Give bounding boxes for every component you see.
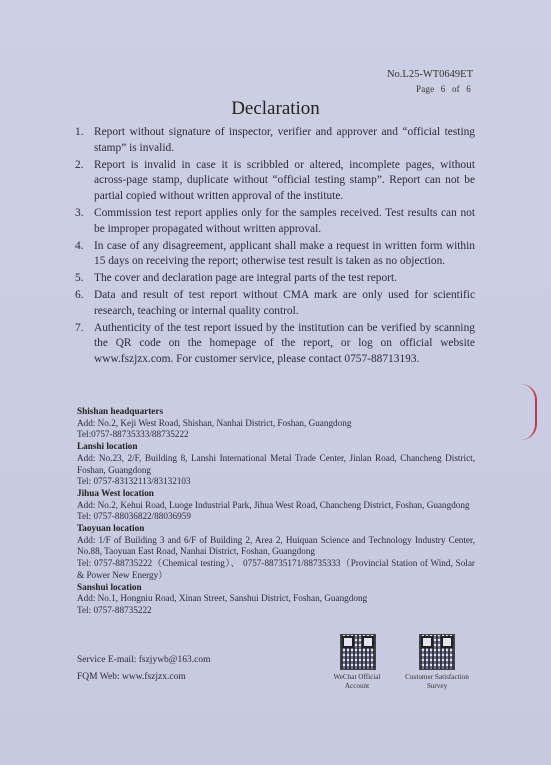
location-block	[77, 488, 475, 523]
declaration-text: In case of any disagreement, applicant shall make a request in written form within 15 days on receiving the report; otherwise test result is taken as no objection.	[94, 239, 475, 268]
page-indicator	[414, 84, 473, 94]
declaration-item	[75, 206, 475, 238]
declaration-text: Report is invalid in case it is scribbled or altered, incomplete pages, without across-page stamp, duplicate without “official testing stamp”. Report can not be partial copied without written approval of the institute.	[94, 158, 475, 203]
declaration-number: 1.	[75, 126, 84, 138]
declaration-number: 3.	[75, 206, 84, 219]
declaration-number: 5.	[75, 272, 84, 285]
location-tel: Tel: 0757-88735222（Chemical testing）、 0757-88735171/88735333（Provincial Station of Wind, Solar & Power New Energy）	[77, 558, 475, 580]
location-block	[77, 582, 475, 617]
wechat-qr-code	[340, 634, 376, 670]
survey-qr-label-line: Survey	[426, 682, 448, 690]
declaration-item	[75, 125, 475, 157]
declaration-text: Data and result of test report without CMA mark are only used for scientific research, teaching or internal quality control.	[94, 288, 475, 317]
wechat-qr-label	[312, 673, 402, 691]
wechat-qr-label-line: Account	[344, 682, 370, 690]
declaration-number: 2.	[75, 158, 84, 171]
declaration-item	[75, 288, 475, 320]
location-address: Add: 1/F of Building 3 and 6/F of Building 2, Area 2, Huiquan Science and Technology Industry Center, No.88, Taoyuan East Road, Nanhai District, Foshan, Guangdong	[77, 534, 475, 557]
location-tel: Tel: 0757-83132113/83132103	[77, 476, 191, 487]
location-block	[77, 523, 475, 582]
edge-stamp-mark	[521, 384, 537, 440]
location-name: Jihua West location	[77, 487, 154, 498]
declaration-list	[75, 125, 475, 369]
declaration-text: The cover and declaration page are integral parts of the test report.	[94, 272, 397, 285]
page-current: 6	[440, 84, 446, 94]
declaration-text: Report without signature of inspector, verifier and approver and “official testing stamp” is invalid.	[94, 126, 475, 154]
location-tel: Tel:0757-88735333/88735222	[77, 429, 189, 440]
wechat-qr-label-line: WeChat Official	[333, 673, 381, 681]
declaration-text: Commission test report applies only for the samples received. Test results can not be improper propagated without written approval.	[94, 206, 475, 235]
location-address: Add: No.1, Hongniu Road, Xinan Street, Sanshui District, Foshan, Guangdong	[77, 593, 368, 604]
declaration-number: 7.	[75, 321, 84, 334]
survey-qr-label-line: Customer Satisfaction	[405, 673, 469, 681]
location-name: Lanshi location	[77, 441, 138, 452]
declaration-item	[75, 239, 475, 271]
page-total: 6	[466, 84, 471, 94]
location-block	[77, 441, 475, 488]
fqm-web: FQM Web: www.fszjzx.com	[77, 672, 186, 682]
location-tel: Tel: 0757-88735222	[77, 604, 152, 615]
survey-qr-label	[392, 673, 482, 691]
location-block	[77, 406, 475, 441]
page-of: of	[451, 84, 460, 94]
location-address: Add: No.2, Kehui Road, Luoge Industrial Park, Jihua West Road, Chancheng District, Foshan, Guangdong	[77, 499, 470, 510]
page-title: Declaration	[231, 98, 320, 119]
location-address: Add: No.23, 2/F, Building 8, Lanshi International Metal Trade Center, Jinlan Road, Chancheng District, Foshan, Guangdong	[77, 452, 475, 475]
declaration-text: Authenticity of the test report issued by the institution can be verified by scanning the QR code on the homepage of the report, or log on official website www.fszjzx.com. For customer service, please contact 0757-88713193.	[94, 321, 475, 366]
survey-qr-code	[419, 634, 455, 670]
declaration-number: 4.	[75, 239, 84, 252]
service-email: Service E-mail: fszjywb@163.com	[77, 655, 211, 665]
declaration-number: 6.	[75, 288, 84, 301]
declaration-item	[75, 271, 475, 287]
location-address: Add: No.2, Keji West Road, Shishan, Nanhai District, Foshan, Guangdong	[77, 417, 352, 428]
declaration-item	[75, 321, 475, 368]
location-tel: Tel: 0757-88036822/88036959	[77, 511, 191, 522]
location-name: Sanshui location	[77, 581, 142, 592]
declaration-item	[75, 158, 475, 205]
location-list	[77, 406, 475, 617]
location-name: Taoyuan location	[77, 523, 145, 534]
report-number: No.L25-WT0649ET	[386, 69, 473, 80]
location-name: Shishan headquarters	[77, 406, 164, 416]
page-label: Page	[416, 84, 435, 94]
